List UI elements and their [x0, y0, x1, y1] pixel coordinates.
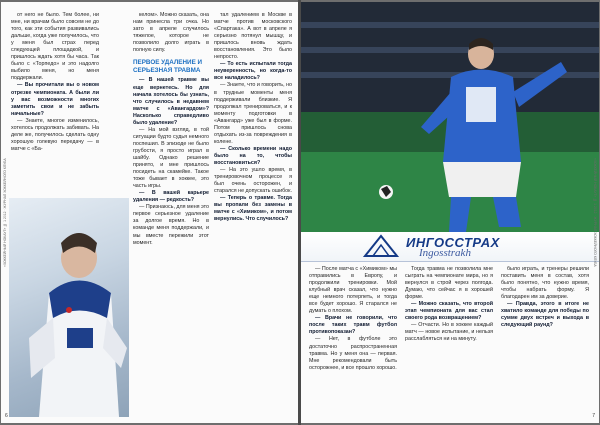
body-paragraph: келом». Можно сказать, она нам принесла три очка. Но зато в апреле случилось тяжелое, которое не позволило долго играть в полную силу. [133, 12, 209, 54]
player-photo-left [9, 198, 129, 417]
player-photo-left-image [9, 198, 129, 417]
body-paragraph: Тогда травма не позволила мне сыграть на чемпионате мира, но я вернулся в строй через полгода. Думаю, что сейчас я в хорошей форме. [405, 266, 493, 301]
ingosstrakh-logo-banner [301, 232, 599, 262]
right-page [301, 2, 599, 423]
interview-question: — Сколько времени надо было на то, чтобы восстановиться? [214, 145, 292, 166]
left-col-1 [11, 12, 99, 192]
right-page-number: 7 [592, 413, 595, 419]
logo-divider [301, 261, 599, 262]
interview-question: — Можно сказать, что второй этап чемпионата для вас стал своего рода возвращением? [405, 301, 493, 322]
body-paragraph: — Отчасти. Но в хоккее каждый матч — новое испытание, и нельзя расслабляться ни на минуту. [405, 322, 493, 343]
body-paragraph: — На мой взгляд, в той ситуации будто судья немного поспешил. В эпизоде не было грубости, я просто играл в шайбу. Однако решение принято, и мне пришлось посидеть на скамейке. Такое тоже бывает в хоккее, это часть игры. [133, 126, 209, 190]
body-paragraph: — Признаюсь, для меня это первое серьезное удаление за долгое время. Но в команде меня поддержали, и мы вместе пережили этот момент. [133, 204, 209, 246]
left-col-3 [214, 12, 292, 417]
logo-subtitle: Ingosstrakh [419, 247, 471, 259]
body-paragraph: тал удалением в Москве в матче против московского «Спартака». А вот в апреле я серьезно потянул мышцу, и пришлось вновь ждать восстановления. Это было непросто. [214, 12, 292, 61]
interview-question: — Правда, этого в итоге не хватило команде для победы по сумме двух встреч и выхода в следующий раунд? [501, 301, 589, 329]
left-page-number: 6 [5, 413, 8, 419]
body-paragraph: от него не было. Тем более, ни мне, ни врачам было совсем не до того, как эти события развивались дальше, когда уже получилось, что у меня был страх перед следующей площадкой, и пришлось ждать хотя бы часа. Так было с «Торпедо» и это надолго выбило меня, но меня поддержали. [11, 12, 99, 82]
right-side-strip: «ХОККЕЙНЫЙ НОКАУТ» № 1 2012 · ЖУРНАЛ ХОККЕЙНОГО КЛУБА [593, 158, 597, 267]
player-photo-right-image [301, 2, 599, 232]
body-paragraph: — Нет, в футболе это достаточно распространенная травма. Но у меня она — первая. Мне рекомендовали быть осторожнее, и все прошло хорошо. [309, 336, 397, 371]
section-heading: ПЕРВОЕ УДАЛЕНИЕ И СЕРЬЕЗНАЯ ТРАВМА [133, 59, 203, 74]
right-col-3 [501, 266, 589, 416]
body-paragraph: было играть, и тренеры решили поставить меня в состав, хотя было понятно, что нужно время, чтобы набрать форму. Я благодарен им за доверие. [501, 266, 589, 301]
body-paragraph: — Знаете, что и говорить, но в трудные моменты меня поддерживали близкие. Я продолжал тренироваться, и к моменту подготовки в «Авангард» уже был в форме. Потом пришлось снова отдыхать из-за повреждения в колене. [214, 82, 292, 145]
interview-question: — Теперь о травме. Тогда вы пропали без замены в матче с «Химиком», и потом вернулись. Что случилось? [214, 195, 292, 223]
body-paragraph: — После матча с «Химиком» мы отправились в Европу, и продолжили тренировки. Мой клубный врач сказал, что нужно еще немного потерпеть, и тогда все будет хорошо. Я старался не думать о плохом. [309, 266, 397, 315]
interview-question: — В нашей травме вы еще вернетесь. Но для начала хотелось бы узнать, что случилось в недавнем матче с «Авангардом»? Насколько справедливо было удаление? [133, 77, 209, 126]
right-col-1 [309, 266, 397, 416]
logo-title: ИНГОССТРАХ [406, 235, 500, 250]
right-col-2 [405, 266, 493, 416]
left-page [1, 2, 298, 423]
interview-question: — В вашей карьере удаления — редкость? [133, 190, 209, 204]
interview-question: — Вы прочитали вы о новом отрезке чемпионата. А были ли у вас возможности многих заметить свои и не забыть начальные? [11, 82, 99, 117]
interview-question: — Врачи не говорили, что после таких травм футбол противопоказан? [309, 315, 397, 336]
body-paragraph: — Знаете, многое изменилось, хотелось продолжать забивать. На деле же, получилось сделать одну хорошую голевую передачу — в матче с «Ба- [11, 117, 99, 152]
logo-emblem-icon [361, 234, 401, 260]
left-col-2 [133, 12, 209, 417]
interview-question: — То есть испытали тогда неуверенность, но когда-то все наладилось? [214, 61, 292, 82]
player-photo-right [301, 2, 599, 232]
body-paragraph: — На это ушло время, в тренировочном процессе я был очень осторожен, и старался не допускать ошибок. [214, 167, 292, 195]
left-side-strip: «ХОККЕЙНЫЙ НОКАУТ» № 1 2012 · ЖУРНАЛ ХОККЕЙНОГО КЛУБА [3, 158, 7, 267]
